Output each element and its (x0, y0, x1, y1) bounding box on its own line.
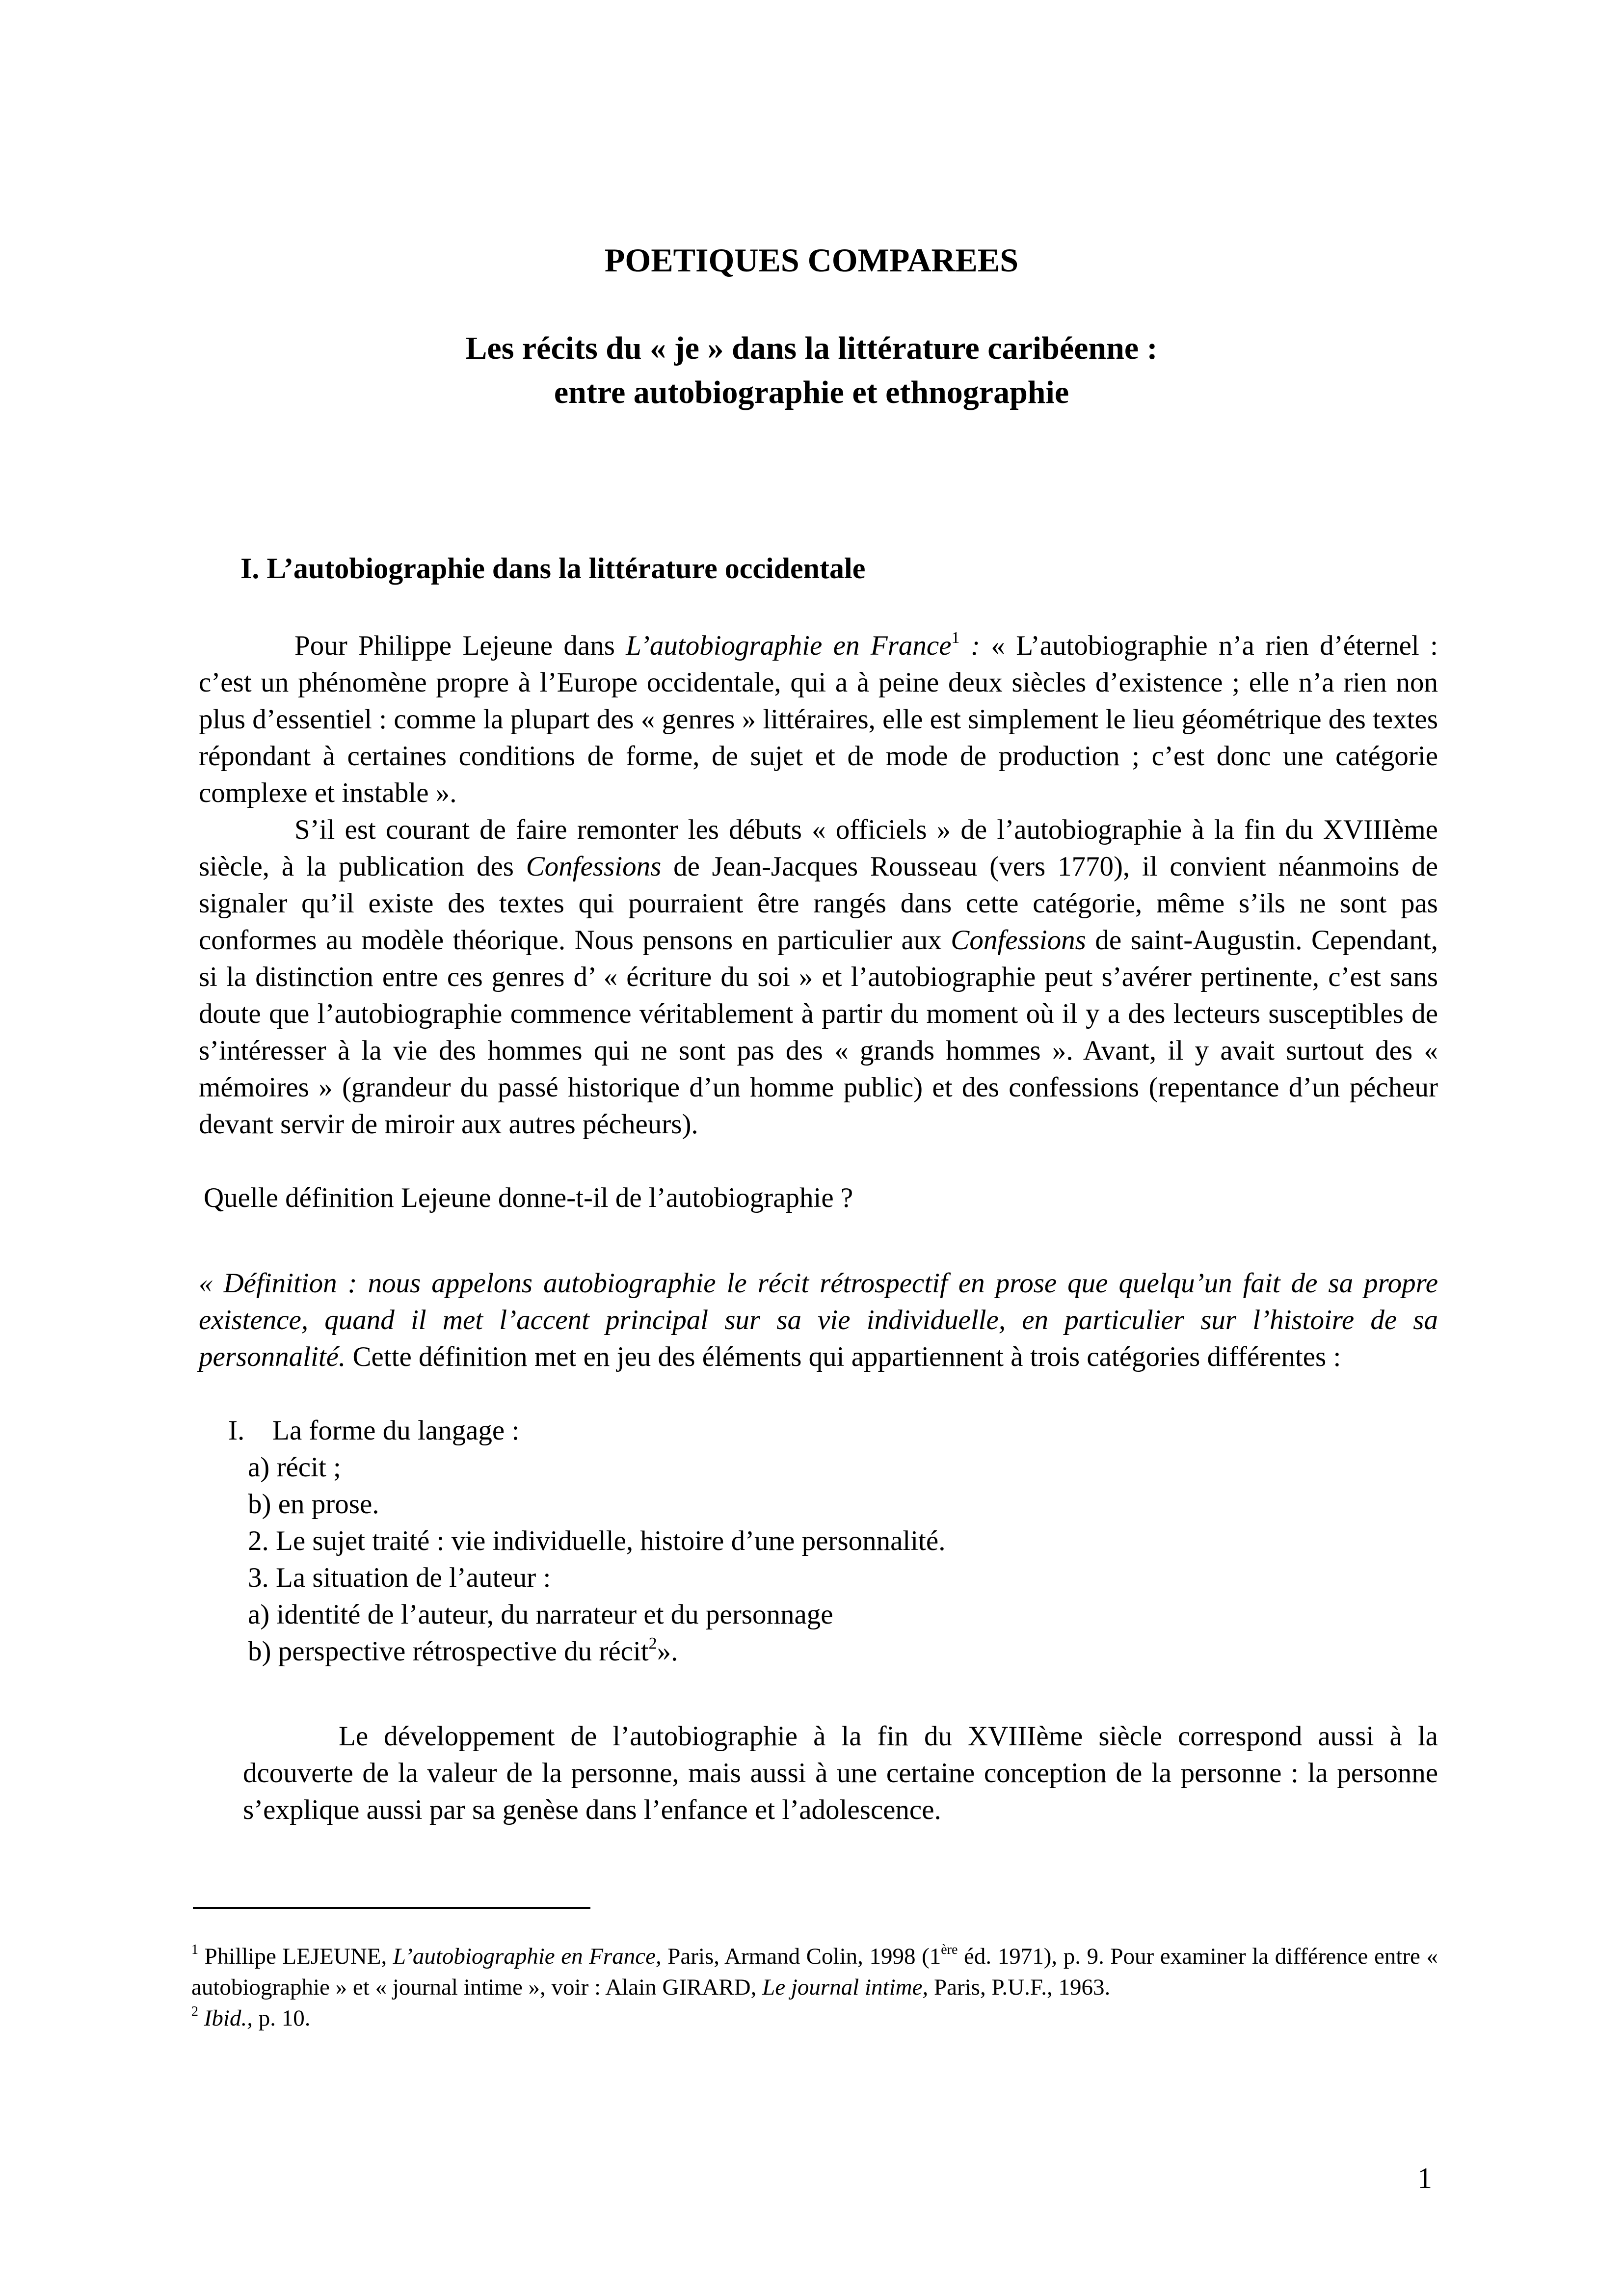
page-number: 1 (1417, 2162, 1432, 2194)
list-subitem (199, 1633, 945, 1670)
list-subitem-text: b) perspective rétrospective du récit (248, 1636, 649, 1667)
paragraph-origins (199, 811, 1438, 1143)
footnote-superscript: ère (941, 1942, 958, 1957)
list-label: La forme du langage : (272, 1415, 520, 1446)
list-item (199, 1412, 945, 1449)
question-line: Quelle définition Lejeune donne-t-il de l’autobiographie ? (204, 1182, 853, 1213)
document-title: POETIQUES COMPAREES (604, 241, 1019, 279)
footnote-ref-2[interactable]: 2 (648, 1634, 657, 1653)
list-item: 3. La situation de l’auteur : (248, 1562, 551, 1593)
definition-criteria-list (199, 1412, 945, 1670)
paragraph-text: de saint-Augustin. Cependant, si la distinction entre ces genres d’ « écriture du soi » et l’autobiographie peut s’avérer pertinente, c’est sans doute que l’autobiographie commence véritablement à partir du moment où il y a des lecteurs susceptibles de s’intéresser à la vie des hommes qui ne sont pas des « grands hommes ». Avant, il y avait surtout des « mémoires » (grandeur du passé historique d’un homme public) et des confessions (repentance d’un pécheur devant servir de miroir aux autres pécheurs). (199, 925, 1438, 1140)
list-subitem: b) en prose. (248, 1489, 379, 1520)
paragraph-text: Cette définition met en jeu des éléments qui appartiennent à trois catégories différentes : (346, 1341, 1341, 1372)
paragraph-text: S’il est courant de faire remonter les débuts « officiels » de l’autobiographie à la fin du XVIIIème siècle, à la publication des (199, 814, 1438, 882)
footnote-book-title: Le journal intime, (762, 1975, 929, 2000)
paragraph-text: « L’autobiographie n’a rien d’éternel : c’est un phénomène propre à l’Europe occidentale, qui a à peine deux siècles d’existence ; elle n’a rien non plus d’essentiel : comme la plupart des « genres » littéraires, elle est simplement le lieu géométrique des textes répondant à certaines conditions de forme, de sujet et de mode de production ; c’est donc une catégorie complexe et instable ». (199, 630, 1438, 808)
footnote-1 (191, 1941, 1438, 2003)
footnote-ref-1[interactable]: 1 (951, 629, 960, 647)
paragraph-text: Pour Philippe Lejeune dans (294, 630, 626, 661)
footnote-separator (193, 1907, 590, 1909)
paragraph-lejeune-quote (199, 627, 1438, 811)
footnote-text: Phillipe LEJEUNE, (198, 1944, 393, 1969)
footnotes (191, 1941, 1438, 2034)
book-title: Confessions (951, 925, 1086, 956)
paragraph-text: : (959, 630, 980, 661)
list-number: I. (228, 1415, 245, 1446)
footnote-text: p. 10. (252, 2005, 311, 2031)
definition-quote: « Définition : nous appelons autobiographie le récit rétrospectif en prose que quelqu’un fait de sa propre existence, quand il met l’accent principal sur sa vie individuelle, en particulier sur l’histoire de sa personnalité. (199, 1268, 1438, 1372)
footnote-ibid: Ibid., (198, 2005, 253, 2031)
list-subitem: a) identité de l’auteur, du narrateur et du personnage (248, 1599, 833, 1630)
footnote-book-title: L’autobiographie en France, (393, 1944, 662, 1969)
section-heading: I. L’autobiographie dans la littérature occidentale (240, 552, 866, 585)
footnote-2 (191, 2003, 1438, 2034)
list-subitem-text: ». (657, 1636, 678, 1667)
list-subitem: a) récit ; (248, 1452, 341, 1483)
definition-paragraph (199, 1265, 1438, 1375)
paragraph-text: de Jean-Jacques Rousseau (vers 1770), il convient néanmoins de signaler qu’il existe des textes qui pourraient être rangés dans cette catégorie, même s’ils ne sont pas conformes au modèle théorique. Nous pensons en particulier aux (199, 851, 1438, 956)
footnote-number: 1 (191, 1942, 198, 1957)
footnote-number: 2 (191, 2004, 198, 2019)
list-item: 2. Le sujet traité : vie individuelle, histoire d’une personnalité. (248, 1525, 946, 1556)
paragraph-development (243, 1718, 1438, 1828)
document-subtitle-line-1: Les récits du « je » dans la littérature caribéenne : (465, 330, 1158, 366)
paragraph-text: Le développement de l’autobiographie à la fin du XVIIIème siècle correspond aussi à la dcouverte de la valeur de la personne, mais aussi à une certaine conception de la personne : la personne s’explique aussi par sa genèse dans l’enfance et l’adolescence. (243, 1721, 1438, 1825)
footnote-text: éd. 1971), p. 9. Pour examiner la différence entre « autobiographie » et « journal intime », voir : Alain GIRARD, (191, 1944, 1438, 2000)
footnote-text: Paris, Armand Colin, 1998 (1 (661, 1944, 941, 1969)
book-title: L’autobiographie en France (626, 630, 952, 661)
document-subtitle-line-2: entre autobiographie et ethnographie (554, 374, 1069, 410)
book-title: Confessions (526, 851, 662, 882)
footnote-text: Paris, P.U.F., 1963. (928, 1975, 1111, 2000)
